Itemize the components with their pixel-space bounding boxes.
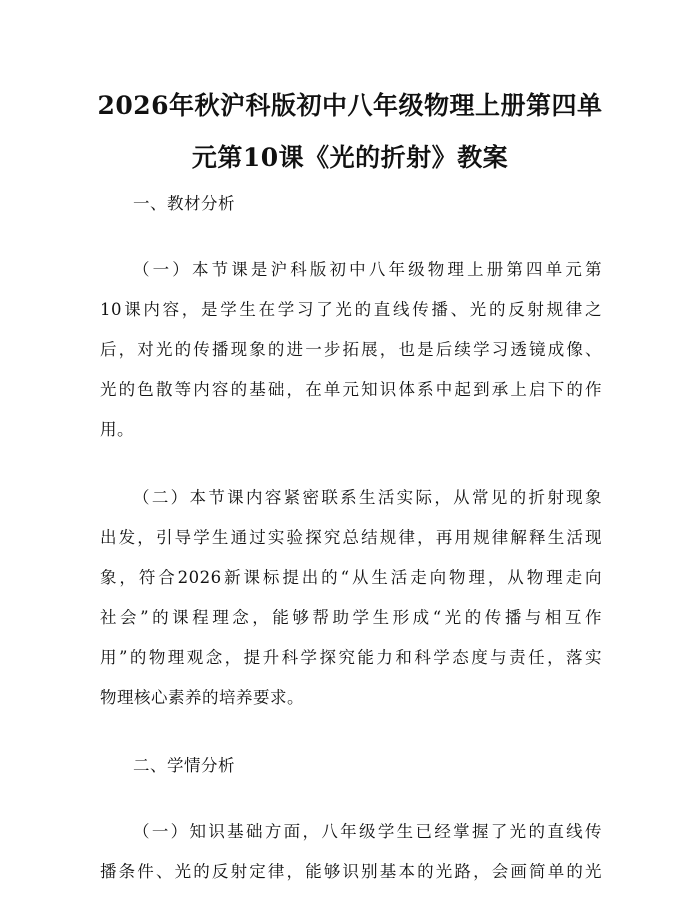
paragraph-line: 播条件、光的反射定律，能够识别基本的光路，会画简单的光	[100, 862, 602, 881]
paragraph-2	[100, 478, 602, 718]
paragraph-line: 用”的物理观念，提升科学探究能力和科学态度与责任，落实	[100, 648, 602, 667]
paragraph-line: 出发，引导学生通过实验探究总结规律，再用规律解释生活现	[100, 528, 602, 547]
paragraph-line: 后，对光的传播现象的进一步拓展，也是后续学习透镜成像、	[100, 340, 602, 359]
title-line-2: 元第10课《光的折射》教案	[191, 143, 509, 172]
document-body	[100, 184, 602, 892]
paragraph-line: （一）知识基础方面，八年级学生已经掌握了光的直线传	[133, 822, 602, 841]
paragraph-line: 物理核心素养的培养要求。	[100, 688, 304, 707]
section-heading-teaching-material-analysis: 一、教材分析	[133, 194, 235, 213]
paragraph-3	[100, 812, 602, 892]
title-line-1: 2026年秋沪科版初中八年级物理上册第四单	[97, 91, 603, 120]
paragraph-line: 用。	[100, 420, 134, 439]
section-heading-learner-analysis: 二、学情分析	[133, 756, 235, 775]
paragraph-line: 象，符合2026新课标提出的“从生活走向物理，从物理走向	[100, 568, 602, 587]
paragraph-line: 社会”的课程理念，能够帮助学生形成“光的传播与相互作	[100, 608, 602, 627]
paragraph-line: （一）本节课是沪科版初中八年级物理上册第四单元第	[133, 260, 602, 279]
paragraph-line: 光的色散等内容的基础，在单元知识体系中起到承上启下的作	[100, 380, 602, 399]
paragraph-line: （二）本节课内容紧密联系生活实际，从常见的折射现象	[133, 488, 602, 507]
paragraph-1	[100, 250, 602, 450]
document-title	[95, 80, 605, 184]
paragraph-line: 10课内容，是学生在学习了光的直线传播、光的反射规律之	[100, 300, 602, 319]
